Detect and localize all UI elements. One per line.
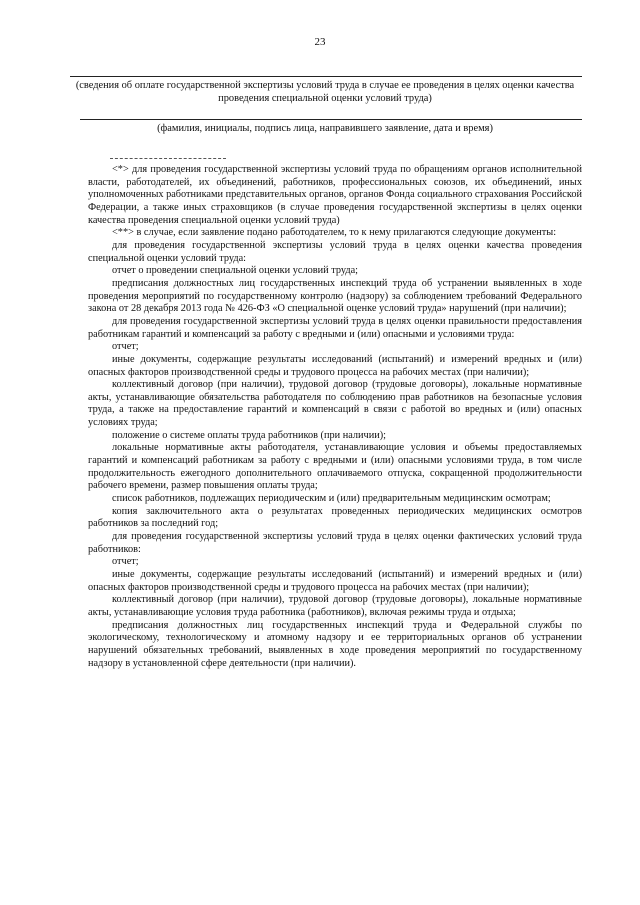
- footnote-paragraph: для проведения государственной экспертизы условий труда в целях оценки фактических условий труда работников:: [88, 531, 582, 555]
- top-rule: [70, 76, 582, 77]
- footnote-paragraph: отчет о проведении специальной оценки условий труда;: [112, 265, 359, 277]
- footnote-body: [88, 164, 582, 670]
- footnote-paragraph: предписания должностных лиц государственных инспекций труда и Федеральной службы по экологическому, технологическому и атомному надзору и ее территориальных органов об устранении нарушений обязательных требований, выявленных в ходе проведения мероприятий по государственному надзору в установленной сфере деятельности (при наличии).: [88, 619, 582, 669]
- page-number: 23: [314, 36, 326, 48]
- footnote-paragraph: <**> в случае, если заявление подано работодателем, то к нему прилагаются следующие документы:: [112, 227, 557, 239]
- footnote-paragraph: отчет;: [112, 341, 139, 353]
- footnote-paragraph: копия заключительного акта о результатах проведенных периодических медицинских осмотров работников за последний год;: [88, 505, 582, 530]
- footnote-paragraph: предписания должностных лиц государственных инспекций труда об устранении выявленных в ходе проведения мероприятий по государственному контролю (надзору) за соблюдением требований Федерального закона от 28 декабря 2013 года № 426-ФЗ «О специальной оценке условий труда» нарушений (при наличии);: [88, 277, 582, 315]
- footnote-paragraph: для проведения государственной экспертизы условий труда в целях оценки правильности предоставления работникам гарантий и компенсаций за работу с вредными и (или) опасными и условиями труда:: [88, 315, 582, 340]
- footnote-paragraph: для проведения государственной экспертизы условий труда в целях оценки качества проведения специальной оценки условий труда:: [88, 239, 582, 264]
- footnote-paragraph: положение о системе оплаты труда работников (при наличии);: [112, 429, 387, 441]
- footnote-divider: [110, 158, 226, 159]
- footnote-paragraph: локальные нормативные акты работодателя, устанавливающие условия и объемы предоставляемых гарантий и компенсаций работникам за работу с вредными и (или) опасными условиями труда, в том числе продолжительность ежегодного дополнительного оплачиваемого отпуска, сокращенной продолжительности рабочего времени, размер повышения оплаты труда;: [88, 442, 582, 492]
- footnote-paragraph: коллективный договор (при наличии), трудовой договор (трудовые договоры), локальные нормативные акты, устанавливающие условия труда работника (работников), включая режимы труда и отдыха;: [88, 594, 582, 618]
- signature-caption: (фамилия, инициалы, подпись лица, направившего заявление, дата и время): [157, 123, 493, 134]
- footnote-paragraph: отчет;: [112, 556, 139, 568]
- footnote-paragraph: иные документы, содержащие результаты исследований (испытаний) и измерений вредных и (или) опасных факторов производственной среды и трудового процесса на рабочих местах (при наличии);: [88, 353, 582, 378]
- signature-rule: [80, 119, 582, 120]
- payment-caption: (сведения об оплате государственной экспертизы условий труда в случае ее проведения в целях оценки качества проведения специальной оценки условий труда): [75, 80, 575, 104]
- footnote-paragraph: коллективный договор (при наличии), трудовой договор (трудовые договоры), локальные нормативные акты, устанавливающие обязательства работодателя по соблюдению прав работников на безопасные условия труда, а также на предоставление гарантий и компенсаций в связи с работой во вредных и (или) опасных условиях труда;: [88, 379, 582, 429]
- footnote-paragraph: список работников, подлежащих периодическим и (или) предварительным медицинским осмотрам;: [112, 493, 551, 505]
- footnote-paragraph: иные документы, содержащие результаты исследований (испытаний) и измерений вредных и (или) опасных факторов производственной среды и трудового процесса на рабочих местах (при наличии);: [88, 569, 582, 593]
- footnote-paragraph: <*> для проведения государственной экспертизы условий труда по обращениям органов исполнительной власти, работодателей, их объединений, работников, профессиональных союзов, их объединений, иных уполномоченных работниками представительных органов, органов Фонда социального страхования Российской Федерации, а также иных страховщиков (в случае проведения государственной экспертизы в целях оценки качества проведения специальной оценки условий труда): [88, 164, 583, 226]
